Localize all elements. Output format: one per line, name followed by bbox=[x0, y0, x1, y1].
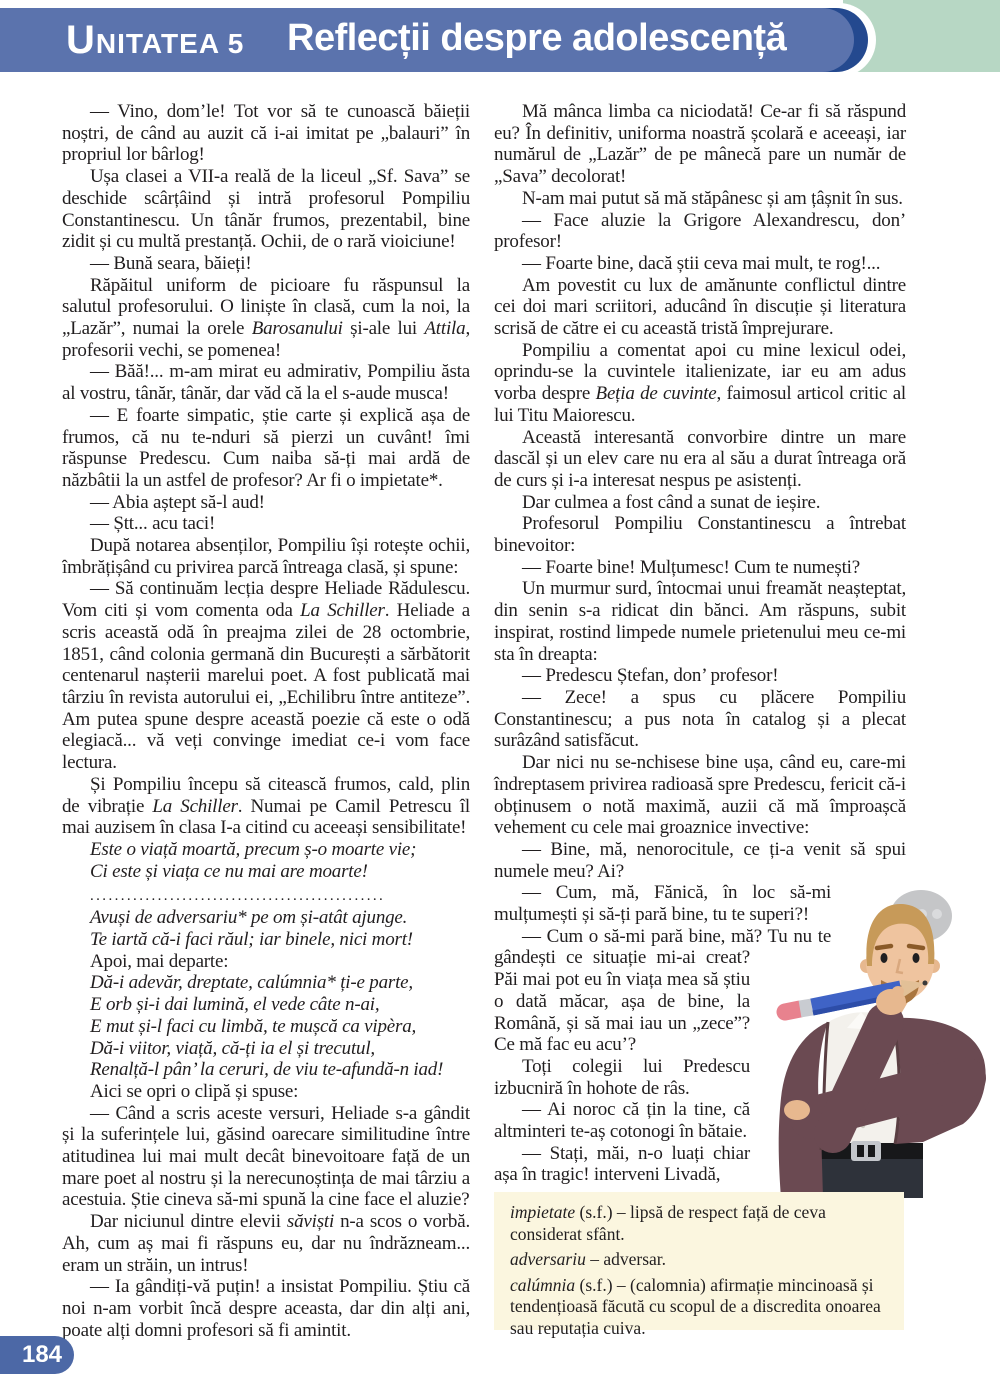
text-paragraph: — Ia gândiți-vă puțin! a insistat Pompiliu. Știu că noi n-am vorbit încă despre aceasta, dar din alți ani, poate alți domni profesori să fi amintit. bbox=[62, 1276, 470, 1341]
verse-line: E mut și-l faci cu limbă, te mușcă ca vipèra, bbox=[90, 1015, 417, 1037]
text-paragraph: Profesorul Pompiliu Constantinescu a întrebat binevoitor: bbox=[494, 513, 906, 557]
text-paragraph: — Să continuăm lecția despre Heliade Rădulescu. Vom citi și vom comenta oda La Schiller. Heliade a scris această odă în preajma zilei de 28 octombrie, 1851, când colonia germană din București a sărbătorit centenarul nașterii marelui poet. A fost publicată mai târziu în revista autorului ei, „Echilibru între antiteze”. Am putea spune despre această poezie că este o odă elegiacă... vă veți convinge imediat ce-i vom face lectura. bbox=[62, 578, 470, 774]
text-paragraph: Un murmur surd, întocmai unui freamăt neașteptat, din senin s-a ridicat din bănci. Am răspuns, subit inspirat, rostind limpede numele prietenului meu ce-mi sta în dreapta: bbox=[494, 578, 906, 665]
text-paragraph: — Vino, dom’le! Tot vor să te cunoască băieții noștri, de când au auzit că i-ai imitat pe „balauri” în propriul lor bârlog! bbox=[62, 101, 470, 166]
text-paragraph: — E foarte simpatic, știe carte și explică așa de frumos, că nu te-nduri să pierzi un cuvânt! îmi răspunse Predescu. Cum naiba să-ți mai ardă de năzbâtii la un astfel de profesor? Ar fi o impietate*. bbox=[62, 404, 470, 491]
man-thumb bbox=[892, 986, 904, 996]
text-paragraph: — Când a scris aceste versuri, Heliade s-a gândit și la suferințele lui, găsind oarecare similitudine între atitudinea lui mai mult decât binevoitoare față de un mare poet al nostru și la nerecunoștința de mai târziu a acestuia. Știe cineva să-mi spună la cine face el aluzie? bbox=[62, 1102, 470, 1211]
page-number-badge: 184 bbox=[0, 1336, 74, 1374]
text-paragraph: — Foarte bine, dacă știi ceva mai mult, te rog!... bbox=[522, 252, 881, 274]
text-paragraph: — Predescu Ștefan, don’ profesor! bbox=[522, 665, 779, 687]
footnote-entry: adversariu – adversar. bbox=[510, 1249, 667, 1269]
verse-block bbox=[90, 907, 470, 950]
text-paragraph: Dar culmea a fost când a sunat de ieșire. bbox=[522, 491, 821, 513]
footnote-entry: impietate (s.f.) – lipsă de respect față de ceva considerat sfânt. bbox=[510, 1202, 826, 1244]
text-paragraph: — Zece! a spus cu plăcere Pompiliu Constantinescu; a pus nota în catalog și a plecat surâzând satisfăcut. bbox=[494, 686, 906, 752]
text-paragraph: Dar niciunul dintre elevii săviști n-a scos o vorbă. Ah, cum aș mai fi răspuns eu, dar nu îndrăzneam... eram un străin, un intrus! bbox=[62, 1211, 470, 1276]
verse-line: E orb și-i dai lumină, el vede câte n-ai, bbox=[90, 994, 380, 1016]
footnote-entry: calúmnia (s.f.) – (calomnia) afirmație mincinoasă și tendențioasă făcută cu scopul de a discredita onoarea sau reputația cuiva. bbox=[510, 1274, 881, 1338]
text-paragraph: — Cum, mă, Fănică, în loc să-mi mulțumești și să-ți pară bine, tu te superi?! bbox=[494, 882, 832, 926]
man-hand-left bbox=[784, 1100, 810, 1120]
text-paragraph: Ușa clasei a VII-a reală de la liceul „Sf. Sava” se deschide scârțâind și intră profesorul Pompiliu Constantinescu. Un tânăr frumos, prezentabil, bine zidit și cu multă prestanță. Ochii, de o rară vioiciune! bbox=[62, 166, 470, 253]
text-paragraph: N-am mai putut să mă stăpânesc și am țâșnit în sus. bbox=[522, 187, 903, 209]
text-paragraph: — Cum o să-mi pară bine, mă? Tu nu te gândești ce situație mi-ai creat? Păi mai pot eu în viața mea să știu o dată măcar, așa de bine, la Română, și să mai iau un „zece”? Ce mă fac eu acu’? bbox=[494, 925, 832, 1056]
text-paragraph: — Băă!... m-am mirat eu admirativ, Pompiliu ăsta al vostru, tânăr, tânăr, dar văd că la el s-aude musca! bbox=[62, 361, 470, 405]
ellipsis-line: ................................................ bbox=[90, 888, 386, 905]
text-paragraph: — Abia aștept să-l aud! bbox=[90, 491, 265, 513]
text-paragraph: — Bună seara, băieți! bbox=[90, 252, 252, 274]
text-paragraph: Răpăitul uniform de picioare fu răspunsul la salutul profesorului. O liniște în clasă, cum la noi, la „Lazăr”, numai la orele Barosanului și-ale lui Attila, profesorii vechi, se pomenea! bbox=[62, 274, 470, 361]
text-paragraph: — Ștt... acu taci! bbox=[90, 513, 216, 535]
text-paragraph: — Stați, măi, n-o luați chiar așa în tragic! interveni Livadă, bbox=[494, 1142, 750, 1186]
text-paragraph: Am povestit cu lux de amănunte conflictul dintre cei doi mari scriitori, aducând în discuție și literatura scrisă de către ei cu această tristă împrejurare. bbox=[494, 274, 906, 340]
verse-line: Dă-i viitor, viață, că-ți ia el și trecutul, bbox=[90, 1037, 375, 1059]
verse-line: Este o viață moartă, precum ș-o moarte vie; bbox=[90, 838, 417, 860]
text-paragraph: După notarea absenților, Pompiliu își rotește ochii, îmbrățișând cu privirea parcă întreaga clasă, și spune: bbox=[62, 535, 470, 578]
verse-line: Renalță-l pân’ la ceruri, de viu te-afundă-n iad! bbox=[90, 1059, 444, 1081]
text-paragraph: Aici se opri o clipă și spuse: bbox=[90, 1080, 299, 1102]
page-title: Reflecții despre adolescență bbox=[287, 17, 787, 59]
verse-block bbox=[90, 972, 470, 1081]
verse-block bbox=[90, 839, 470, 882]
text-paragraph: Mă mânca limba ca niciodată! Ce-ar fi să răspund eu? În definitiv, uniforma noastră școlară e aceeași, iar numărul de „Lazăr” de pe mânecă pare un număr de „Sava” decolorat! bbox=[494, 101, 906, 188]
verse-line: Te iartă că-i faci răul; iar binele, nici mort! bbox=[90, 929, 413, 951]
text-line: Apoi, mai departe: bbox=[90, 950, 229, 972]
verse-line: Dă-i adevăr, dreptate, calúmnia* ți-e parte, bbox=[90, 972, 413, 994]
text-column-left bbox=[62, 101, 470, 1351]
text-paragraph: Dar nici nu se-nchisese bine ușa, când eu, care-mi îndreptasem privirea radioasă spre Predescu, fericit că-i obținusem o notă maximă, auzii că mă împroașcă vehement cu cele mai groaznice invective: bbox=[494, 752, 906, 839]
verse-line: Ci este și viața ce nu mai are moarte! bbox=[90, 860, 368, 882]
text-paragraph: Această interesantă convorbire dintre un mare dascăl și un elev care nu era al său a durat întreaga oră de curs și i-a interesat nespus pe asistenți. bbox=[494, 426, 906, 491]
unit-label: UNITATEA 5 bbox=[66, 18, 245, 62]
text-paragraph: — Face aluzie la Grigore Alexandrescu, don’ profesor! bbox=[494, 209, 906, 253]
text-paragraph: Pompiliu a comentat apoi cu mine lexicul odei, oprindu-se la cuvintele italienizate, iar eu am adus vorba despre Beția de cuvinte, faimosul articol critic al lui Titu Maiorescu. bbox=[494, 339, 907, 426]
text-paragraph: — Ai noroc că țin la tine, că altminteri te-aș cotonogi în bătaie. bbox=[494, 1099, 750, 1143]
verse-line: Avuși de adversariu* pe om și-atât ajunge. bbox=[90, 907, 408, 929]
text-paragraph: Toți colegii lui Predescu izbucniră în hohote de râs. bbox=[494, 1055, 750, 1099]
text-paragraph: Și Pompiliu începu să citească frumos, cald, plin de vibrație La Schiller. Numai pe Camil Petrescu îl mai auzisem în clasa I-a citind cu aceeași sensibilitate! bbox=[62, 773, 470, 839]
text-paragraph: — Foarte bine! Mulțumesc! Cum te numești? bbox=[522, 556, 860, 578]
vocabulary-footnote-box bbox=[494, 1192, 904, 1338]
text-paragraph: — Bine, mă, nenorocitule, ce ți-a venit să spui numele meu? Ai? bbox=[494, 838, 906, 882]
